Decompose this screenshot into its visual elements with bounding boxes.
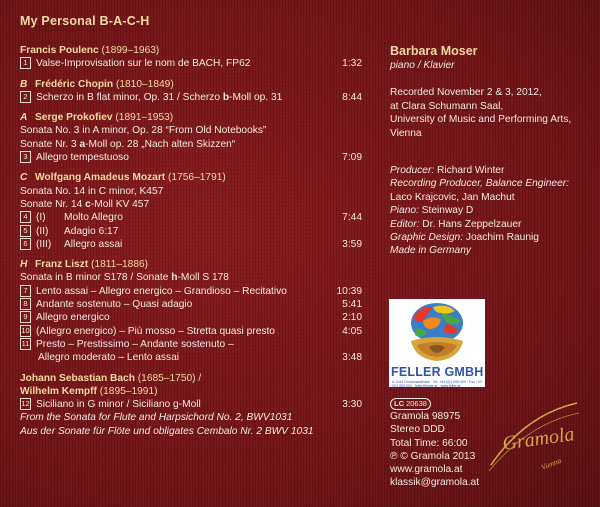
composer-dates: (1810–1849) — [113, 78, 174, 90]
composer-header — [20, 372, 362, 385]
audio-format: Stereo DDD — [390, 424, 445, 436]
track-title: Presto – Prestissimo – Andante sostenuto – — [36, 338, 234, 350]
track-title: Adagio 6:17 — [64, 225, 119, 237]
composer-dates: (1756–1791) — [165, 172, 226, 184]
credit-name: Dr. Hans Zeppelzauer — [419, 218, 522, 230]
production-credits — [390, 164, 595, 258]
recording-line: Vienna — [390, 127, 422, 139]
track-duration: 7:09 — [342, 152, 362, 164]
work-note-de: Aus der Sonate für Flöte und obligates Cembalo Nr. 2 BWV 1031 — [20, 425, 314, 437]
lc-badge — [390, 398, 431, 410]
catalog-number: Gramola 98975 — [390, 411, 461, 423]
bach-letter: H — [20, 259, 28, 271]
bach-letter: B — [20, 78, 28, 90]
title-text: Sonate Nr. 3 — [20, 138, 80, 150]
track-row — [20, 298, 362, 311]
composer-dates: (1811–1886) — [88, 259, 149, 271]
credit-line — [390, 218, 595, 231]
credit-role: Recording Producer, Balance Engineer: — [390, 178, 569, 190]
key-letter: a — [79, 138, 86, 150]
work-title: Sonata No. 14 in C minor, K457 — [20, 185, 164, 197]
track-row — [20, 325, 362, 338]
title-text: -Moll S 178 — [177, 272, 229, 284]
credit-line — [390, 177, 595, 190]
email-link[interactable]: klassik@gramola.at — [390, 477, 480, 489]
work-title-de — [20, 198, 362, 211]
bach-letter: A — [20, 112, 28, 124]
gramola-logo-city: Vienna — [539, 455, 563, 472]
credit-role: Editor: — [390, 218, 420, 230]
composer-name: Wolfgang Amadeus Mozart — [35, 172, 166, 184]
track-duration: 3:30 — [342, 399, 362, 411]
track-duration: 3:59 — [342, 238, 362, 250]
credit-line — [390, 204, 595, 217]
performer-name: Barbara Moser — [390, 44, 478, 58]
credit-role: Producer: — [390, 165, 435, 177]
track-number: 11 — [21, 338, 30, 348]
composer-name: Johann Sebastian Bach — [20, 372, 135, 384]
section-poulenc — [20, 44, 362, 71]
composer-dates: (1899–1963) — [98, 45, 160, 56]
credit-role: Made in Germany — [390, 245, 471, 257]
title-text: Sonate Nr. 14 — [20, 198, 86, 210]
website-link[interactable]: www.gramola.at — [390, 464, 463, 476]
gramola-logo — [485, 395, 580, 480]
track-number: 12 — [21, 399, 30, 409]
track-row — [20, 211, 362, 224]
track-row — [20, 285, 362, 298]
composer-header — [20, 171, 362, 184]
key-letter: c — [85, 198, 91, 210]
track-row — [20, 238, 362, 251]
track-number: 6 — [20, 238, 31, 250]
track-row-continued — [20, 351, 362, 364]
tracklist — [20, 44, 362, 445]
title-text: -Moll KV 457 — [90, 198, 150, 210]
title-text: Scherzo in B flat minor, Op. 31 / Scherzo — [36, 91, 223, 103]
recording-line: at Clara Schumann Saal, — [390, 100, 504, 112]
track-title: Lento assai – Allegro energico – Grandioso – Recitativo — [36, 285, 287, 297]
composer-dates: (1685–1750) / — [134, 372, 202, 384]
track-duration: 5:41 — [342, 299, 362, 311]
credit-line — [390, 191, 595, 204]
track-number: 7 — [20, 285, 31, 297]
key-letter: h — [171, 272, 178, 284]
track-row — [20, 151, 362, 164]
section-liszt — [20, 258, 362, 364]
track-row — [20, 311, 362, 324]
title-text: Sonata in B minor S178 / Sonate — [20, 272, 172, 284]
composer-name: Franz Liszt — [35, 259, 89, 271]
track-title: Allegro moderato – Lento assai — [38, 352, 180, 364]
section-prokofiev — [20, 111, 362, 164]
track-title: (Allegro energico) – Più mosso – Stretta quasi presto — [36, 325, 275, 337]
credits — [390, 44, 595, 258]
section-bach — [20, 372, 362, 438]
track-duration: 10:39 — [336, 285, 362, 297]
composer-dates: (1895–1991) — [96, 385, 158, 397]
composer-name: Wilhelm Kempff — [20, 385, 97, 397]
composer-header — [20, 258, 362, 271]
feller-logo — [389, 299, 485, 387]
movement-number: (I) — [36, 212, 46, 224]
track-number: 1 — [20, 57, 31, 69]
composer-header — [20, 385, 362, 398]
track-title: Allegro energico — [36, 312, 110, 324]
track-number: 5 — [20, 225, 31, 237]
lc-prefix: LC — [394, 399, 404, 408]
track-number: 10 — [21, 325, 30, 335]
composer-name: Frédéric Chopin — [35, 78, 114, 90]
key-letter: b — [222, 91, 230, 103]
track-row — [20, 57, 362, 70]
performer-instrument: piano / Klavier — [390, 60, 455, 71]
credit-name: Richard Winter — [434, 165, 505, 177]
composer-name: Francis Poulenc — [20, 45, 99, 56]
track-title: Andante sostenuto – Quasi adagio — [36, 299, 193, 311]
bach-letter: C — [20, 172, 28, 184]
work-title: Sonata No. 3 in A minor, Op. 28 “From Old Notebooks” — [20, 125, 267, 137]
track-duration: 2:10 — [342, 312, 362, 324]
recording-line: University of Music and Performing Arts, — [390, 114, 572, 126]
copyright: ℗ © Gramola 2013 — [390, 450, 476, 462]
track-duration: 4:05 — [342, 325, 362, 337]
track-number: 2 — [20, 91, 31, 103]
movement-number: (III) — [36, 238, 52, 250]
track-number: 3 — [20, 151, 31, 163]
track-row — [20, 338, 362, 351]
credit-name: Joachim Raunig — [463, 232, 539, 244]
composer-dates: (1891–1953) — [112, 112, 174, 124]
track-row — [20, 91, 362, 104]
title-text: -Moll op. 31 — [229, 91, 283, 103]
credit-line — [390, 164, 595, 177]
credit-role: Piano: — [390, 205, 419, 217]
track-number: 8 — [20, 298, 31, 310]
movement-number: (II) — [36, 225, 49, 237]
track-title: Allegro tempestuoso — [36, 152, 129, 164]
section-chopin — [20, 78, 362, 105]
credit-line — [390, 231, 595, 244]
credit-line — [390, 244, 595, 257]
credit-name: Steinway D — [418, 205, 474, 217]
track-title: Molto Allegro — [64, 212, 123, 224]
track-duration: 3:48 — [342, 352, 362, 364]
lc-code: 20638 — [406, 399, 427, 408]
total-time: Total Time: 66:00 — [390, 437, 468, 449]
track-duration: 8:44 — [342, 91, 362, 103]
composer-name: Serge Prokofiev — [35, 112, 113, 124]
feller-logo-address: A-1042 Grossmarkthalle · Tel. +43 (0)1 000 000 · Fax +43 (0)1 000 000 · feller@feller.at · www.feller.at — [392, 380, 482, 388]
composer-header — [20, 44, 362, 57]
track-duration: 1:32 — [342, 58, 362, 70]
track-title: Allegro assai — [64, 238, 123, 250]
work-title — [20, 271, 362, 284]
work-title-de — [20, 138, 362, 151]
track-duration: 7:44 — [342, 212, 362, 224]
track-title: Valse-Improvisation sur le nom de BACH, FP62 — [36, 58, 251, 70]
composer-header — [20, 111, 362, 124]
recording-info — [390, 86, 595, 140]
feller-logo-text: FELLER GMBH — [391, 365, 484, 379]
recording-line: Recorded November 2 & 3, 2012, — [390, 87, 542, 99]
section-mozart — [20, 171, 362, 251]
track-row — [20, 225, 362, 238]
track-title: Siciliano in G minor / Siciliano g-Moll — [36, 399, 201, 411]
track-number: 9 — [20, 311, 31, 323]
track-title — [36, 91, 324, 104]
credit-name: Laco Krajcovic, Jan Machut — [390, 191, 515, 203]
gramola-logo-text: Gramola — [501, 423, 576, 455]
composer-header — [20, 78, 362, 91]
track-row — [20, 398, 362, 411]
work-note: From the Sonata for Flute and Harpsichord No. 2, BWV1031 — [20, 412, 293, 424]
title-text: -Moll op. 28 „Nach alten Skizzen“ — [85, 138, 236, 150]
track-number: 4 — [20, 211, 31, 223]
globe-icon — [389, 299, 485, 365]
album-title: My Personal B-A-C-H — [20, 14, 150, 28]
credit-role: Graphic Design: — [390, 232, 464, 244]
